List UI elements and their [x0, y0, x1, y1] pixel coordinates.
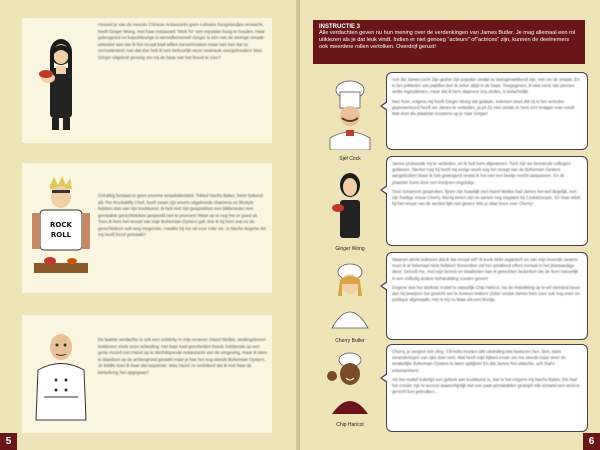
suspect-name: Cherry Butler	[335, 338, 365, 344]
page-number-left: 5	[0, 433, 17, 450]
bubble-paragraph: Als het motief indertijd een gebrek aan kookkunst is, dan is het volgens mij Nacho Baker. Die had het zonder zijn tv-succes waarschijnlijk niet een paar-pizzabakker gestopt! Alle iemand een serieus gerecht kon gebruiken...	[392, 376, 580, 395]
suspect-cherry-butler	[316, 262, 384, 344]
suspect-sjef-cock	[316, 80, 384, 162]
page-right	[300, 0, 600, 450]
bubble-paragraph: Nee hoor, volgens mij heeft Ginger Wong dat gedaan, iedereen weet dat zij in het verleden gepresenteerd heeft om James te verleiden, ja ja! Ze niet omdat ze hem zo'n knappe man vond! Wat doet die plaatstar trouwens op je naar Ginger!	[392, 98, 575, 117]
profile-card-ginger	[22, 18, 272, 143]
profile-text-ginger: Hoewel je van de meeste Chinese restaurants geen culinaire hoogstandjes verwacht, heeft Ginger Wong, met haar restaurant "Wok To" een reputatie hoog te houden. Haar gebrogeerd en koperkleurige is wereldberoemd! Ginger is één van de weinige omaak-artiesten aan wie ik het recept kaal willen toevertrouwen maar niet met dat ze verzoeteramt! Aan dat doe heb ik een behoorlijk vieze nasmaak overgehouden! Was Ginger uitgeloot genoeg om mij de baas van het brood te zien?	[98, 22, 265, 60]
profile-card-hazel	[22, 315, 272, 433]
bubble-paragraph: Over romances gesproken: fijnen zijn huwelijk met Hazel Wellas had James het wel degelijk, met zijn huidige vrouw Cherry. Menig keren zijn ze samen nog stagiaire bij Cook&Soupie. En haar wilde hij het recept van de secties lijkt niet geven! Wie je daar boos over Cherry!	[392, 188, 581, 207]
profile-text-hazel: De laatste verdachte is ook een celebrity in mijn ervaren: Hazel Wellas, wedergeboren lesbienne sinds onze scheiding. Het haar kaal gescheiden hoedt, hebbende op een grote moord met Hazel op te slechtlopende restaurants van de omgeving, maar ik laten is daardoor op de achtergrond geraakt maar je kan het nog steeds Bohemian Oysters. Je kiddle toen ik haar dat toeperste. Was Hazel zo verbitterd dat ik met haar de bieterkring het opgegaan?	[98, 337, 268, 375]
nacho-baker-illustration	[28, 175, 94, 290]
ginger-wong-portrait	[320, 170, 380, 240]
chip-haricot-illustration	[320, 352, 380, 416]
hazel-wellas-illustration	[28, 325, 94, 430]
speech-bubble-chip-haricot	[386, 344, 588, 432]
svg-text:ROCK: ROCK	[50, 221, 72, 229]
page-number-right: 6	[583, 433, 600, 450]
speech-bubble-cherry-butler	[386, 252, 588, 340]
suspect-name: Chip Haricot	[336, 422, 364, 428]
speech-bubble-ginger-wong	[386, 156, 588, 246]
bubble-paragraph: James probeerde mij te verleiden, en ik heb hem afgewezen. Toch zijn we bevriende collega's gebleven. Sterker nog hij heeft mij vorige week nog het recept van de Bohemian Oysters aangeboden! Maar ik heb geweigerd omdat ik het niet een beetje mocht aanpassen. En de plaatster komt door een konijnen-ongelukje.	[392, 161, 571, 185]
suspect-name: Ginger Wong	[335, 246, 365, 252]
bubble-paragraph: Degene met het sterkste motief is natuurlijk Chip Haricot. Na de mislukking op tv wil niemand liever dan hij bewijzen het gewicht wel te kunnen maken! Zeker omdat James hem toen ook nog even en publique afgemaakt. Het is mij nu klaar als een klontje.	[392, 284, 581, 303]
bubble-paragraph: Waarom denkt iedereen dat ik dat recept wil? Ik kook strikt organisch en van mijn levende oesters moet ik al helemaal niets hebben! Bovendien zal het opvallend effect zomaal in het plantaardige dieet. Gelooft me, met mijn kennis en kwaliteiten kan ik gerechten bedenken die de ferm natuurlijk in een volledig andere behandeling zouden geven!	[392, 257, 579, 281]
suspect-chip-haricot	[316, 352, 384, 428]
instruction-body: Alle verdachten geven nu hun mening over de verdenkingen van James Butler. Je mag allemaal een rol uitkiezen als je dat leuk vindt. Indien er niet genoeg "acteurs" of"actrices" zijn, kunnen de deelnemers ook meerdere rollen vertolken. Overdrijf gerust!	[319, 30, 576, 51]
sjef-cock-illustration	[320, 80, 380, 150]
profile-text-nacho: Gelukkig bestaat er geen enorme smaakidentiteit. Tokkel Nacho Baker, beter bekend als The Rockabilly Chef, heeft naast zijn enorm uitgebreide charisma en lifestyle hebben dan van zijn kookkunst. Ik heb met zijn gesprekken een blikbroeder met gemaakte gerechtsteken gespeeld niet te proeven! Waar op te nog het er goed uit. Toen ik hem het recept van mijn Bohemian Oysters gaf, doe ik bij hem wat nu de gerechtsteen ook weg megenste, maakte hij me uit voor rotte vis. Is Nacho degene die mij heeft bood gemaakt?	[98, 193, 267, 237]
speech-bubble-sjef-cock	[386, 72, 588, 150]
instruction-box	[313, 20, 585, 64]
profile-card-nacho	[22, 163, 272, 293]
bubble-paragraph: Cherry, je vergeet één ding. Tóf koks moeten alle uitvinding iets bewezen hen. Ben, want veranderingen van rijks doet veel. Wat heeft mijn kijkers ervan om me steeds maar weer de smakelijke Bohemian Oysters te laten opkijken! En dat James het uitlachte, ach that's entertainment.	[392, 349, 566, 373]
instruction-title: INSTRUCTIE 3	[319, 24, 361, 30]
svg-text:ROLL: ROLL	[50, 231, 72, 239]
ginger-wong-illustration	[28, 32, 94, 137]
bubble-paragraph: Ach die James toch! Zijn gedoe zijn populair omdat ze lastogenwikkend zijn, niet om de smaak. En in het prikkelen van papillen ben ik zeker altijd in de baas. Toegegeven, ik wist eerst niet precies welke ingrediënten, maar dat ik hem daarvoor zou doden, is belachelijk!	[392, 77, 580, 95]
cherry-butler-illustration	[320, 262, 380, 332]
suspect-ginger-wong	[316, 170, 384, 252]
suspect-name: Sjef Cock	[339, 156, 361, 162]
